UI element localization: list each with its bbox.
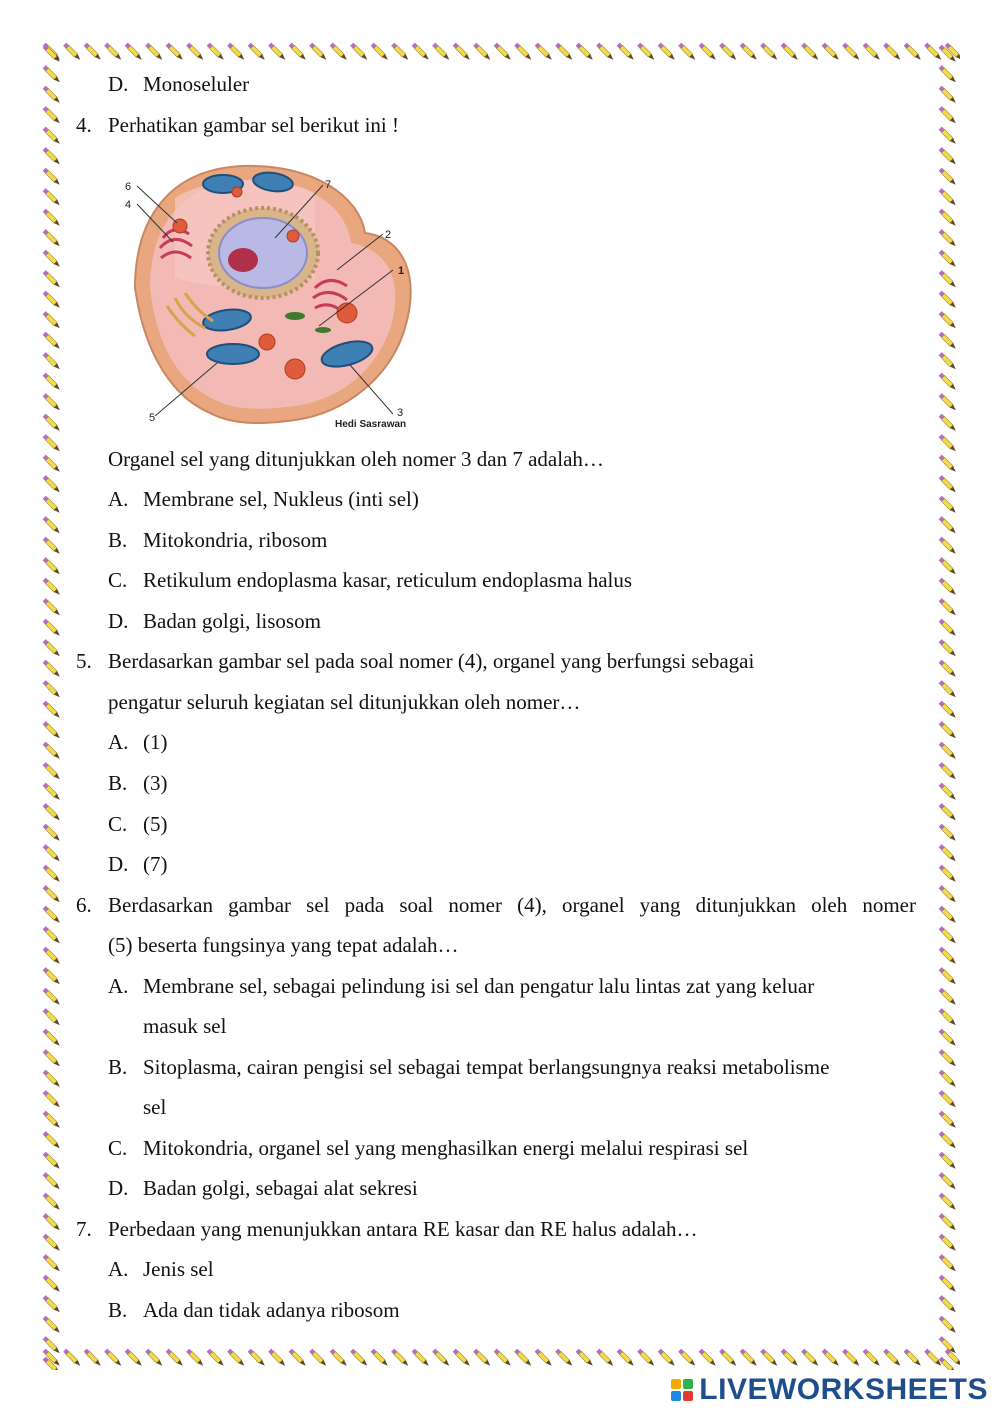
option-text: Membrane sel, Nukleus (inti sel) <box>143 487 419 511</box>
figure-label: 7 <box>325 179 332 191</box>
liveworksheets-logo-icon <box>671 1379 693 1401</box>
question-text: pengatur seluruh kegiatan sel ditunjukkan oleh nomer… <box>108 690 581 714</box>
option-text: Ada dan tidak adanya ribosom <box>143 1298 400 1322</box>
option-text: masuk sel <box>143 1014 227 1038</box>
watermark-text: LIVEWORKSHEETS <box>699 1373 988 1406</box>
figure-label: 2 <box>385 229 392 241</box>
option-text: Badan golgi, lisosom <box>143 609 321 633</box>
option-text: Retikulum endoplasma kasar, reticulum endoplasma halus <box>143 568 633 592</box>
option-letter: B. <box>108 528 128 552</box>
option-text: sel <box>143 1095 167 1119</box>
option-letter: D. <box>108 852 129 876</box>
option-letter: B. <box>108 771 128 795</box>
option-letter: A. <box>108 730 129 754</box>
option-letter: D. <box>108 1176 129 1200</box>
option-letter: D. <box>108 72 129 96</box>
figure-label: 5 <box>149 412 156 424</box>
option-text: Badan golgi, sebagai alat sekresi <box>143 1176 418 1200</box>
option-letter: C. <box>108 1136 128 1160</box>
option-text: Membrane sel, sebagai pelindung isi sel dan pengatur lalu lintas zat yang keluar <box>143 974 815 998</box>
option-letter: A. <box>108 1257 129 1281</box>
option-letter: C. <box>108 568 128 592</box>
question-prompt: Organel sel yang ditunjukkan oleh nomer 3 dan 7 adalah… <box>108 447 604 471</box>
option-text: Mitokondria, ribosom <box>143 528 328 552</box>
figure-label: 4 <box>125 199 132 211</box>
question-text: (5) beserta fungsinya yang tepat adalah… <box>108 933 459 957</box>
option-text: (5) <box>143 812 168 836</box>
option-text: (7) <box>143 852 168 876</box>
option-text: Monoseluler <box>143 72 250 96</box>
option-text: Sitoplasma, cairan pengisi sel sebagai tempat berlangsungnya reaksi metabolisme <box>143 1055 830 1079</box>
question-text: Perhatikan gambar sel berikut ini ! <box>108 113 399 137</box>
option-letter: D. <box>108 609 129 633</box>
question-text: Perbedaan yang menunjukkan antara RE kasar dan RE halus adalah… <box>108 1217 698 1241</box>
option-text: Mitokondria, organel sel yang menghasilkan energi melalui respirasi sel <box>143 1136 749 1160</box>
figure-label: 3 <box>397 407 404 419</box>
question-number: 4. <box>76 113 92 137</box>
animal-cell-diagram <box>115 158 425 432</box>
option-letter: C. <box>108 812 128 836</box>
question-number: 6. <box>76 893 92 917</box>
question-text: Berdasarkan gambar sel pada soal nomer (4), organel yang ditunjukkan oleh nomer <box>108 893 916 917</box>
option-text: (1) <box>143 730 168 754</box>
option-letter: A. <box>108 974 129 998</box>
option-letter: A. <box>108 487 129 511</box>
figure-label: 6 <box>125 181 132 193</box>
question-number: 7. <box>76 1217 92 1241</box>
option-text: Jenis sel <box>143 1257 214 1281</box>
option-text: (3) <box>143 771 168 795</box>
figure-credit: Hedi Sasrawan <box>335 419 407 430</box>
figure-label: 1 <box>398 265 405 277</box>
question-text: Berdasarkan gambar sel pada soal nomer (4), organel yang berfungsi sebagai <box>108 649 755 673</box>
liveworksheets-watermark[interactable] <box>671 1372 988 1408</box>
option-letter: B. <box>108 1055 128 1079</box>
option-letter: B. <box>108 1298 128 1322</box>
question-number: 5. <box>76 649 92 673</box>
